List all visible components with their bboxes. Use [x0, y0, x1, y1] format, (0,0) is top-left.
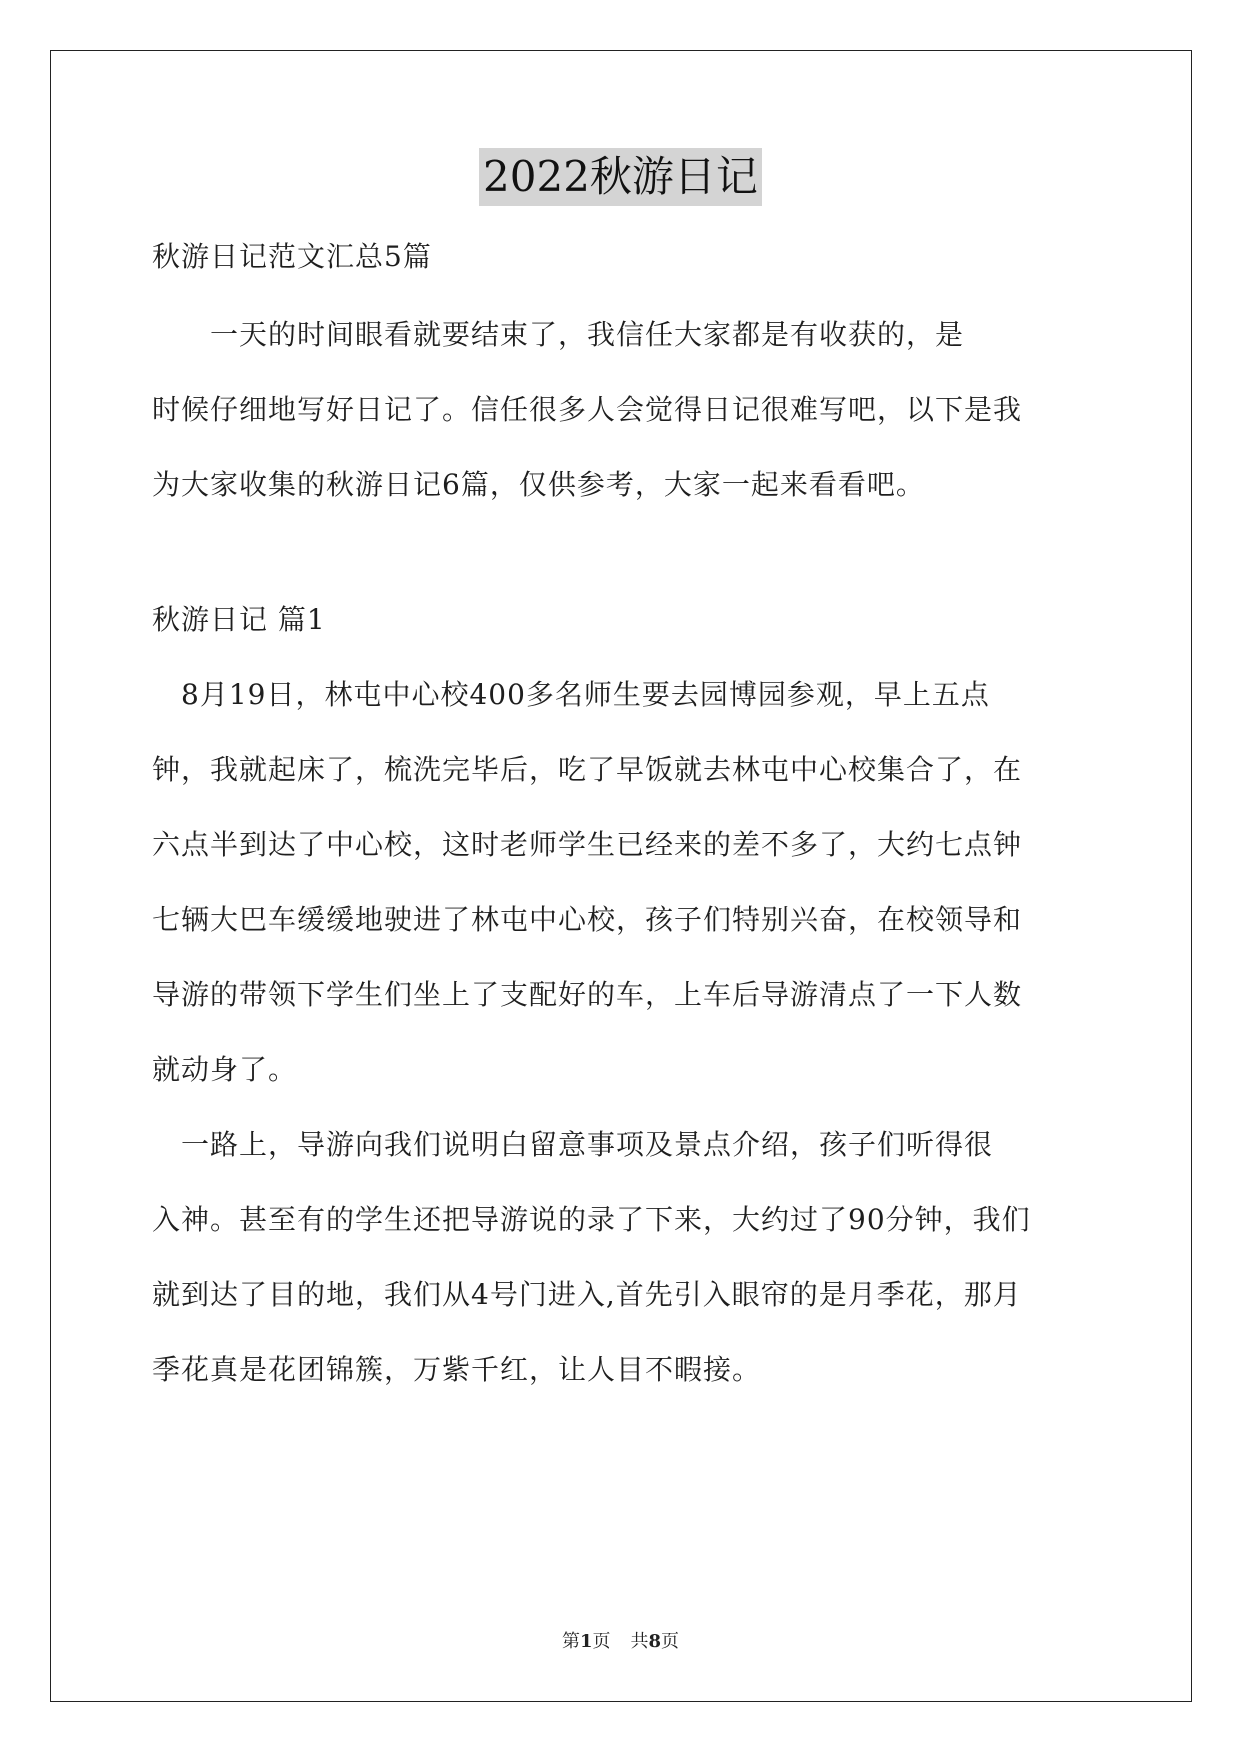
paragraph2-line-2: 入神。甚至有的学生还把导游说的录了下来，大约过了90分钟，我们 — [152, 1203, 1031, 1236]
paragraph1-line-3: 六点半到达了中心校，这时老师学生已经来的差不多了，大约七点钟 — [152, 828, 1023, 861]
total-prefix: 共 — [630, 1631, 649, 1652]
intro-line-1: 一天的时间眼看就要结束了，我信任大家都是有收获的，是 — [152, 318, 965, 351]
page-mid: 页 — [592, 1631, 611, 1652]
paragraph1-line-2: 钟，我就起床了，梳洗完毕后，吃了早饭就去林屯中心校集合了，在 — [152, 753, 1023, 786]
paragraph1-line-6: 就动身了。 — [152, 1053, 298, 1086]
current-page-number: 1 — [579, 1631, 593, 1652]
title-container — [0, 148, 1241, 206]
paragraph2-line-3: 就到达了目的地，我们从4号门进入,首先引入眼帘的是月季花，那月 — [152, 1278, 1022, 1311]
page-prefix: 第 — [561, 1631, 580, 1652]
total-page-number: 8 — [648, 1631, 662, 1652]
total-suffix: 页 — [661, 1631, 680, 1652]
intro-line-3: 为大家收集的秋游日记6篇，仅供参考，大家一起来看看吧。 — [152, 468, 925, 501]
intro-line-2: 时候仔细地写好日记了。信任很多人会觉得日记很难写吧，以下是我 — [152, 393, 1023, 426]
document-subtitle: 秋游日记范文汇总5篇 — [152, 240, 432, 273]
page-border — [50, 50, 1192, 1702]
section-heading: 秋游日记 篇1 — [152, 603, 326, 636]
document-title: 2022秋游日记 — [479, 148, 762, 206]
paragraph1-line-4: 七辆大巴车缓缓地驶进了林屯中心校，孩子们特别兴奋，在校领导和 — [152, 903, 1023, 936]
paragraph1-line-1: 8月19日，林屯中心校400多名师生要去园博园参观，早上五点 — [152, 678, 990, 711]
page-footer — [0, 1630, 1241, 1654]
paragraph2-line-1: 一路上，导游向我们说明白留意事项及景点介绍，孩子们听得很 — [152, 1128, 994, 1161]
paragraph2-line-4: 季花真是花团锦簇，万紫千红，让人目不暇接。 — [152, 1353, 762, 1386]
paragraph1-line-5: 导游的带领下学生们坐上了支配好的车，上车后导游清点了一下人数 — [152, 978, 1023, 1011]
